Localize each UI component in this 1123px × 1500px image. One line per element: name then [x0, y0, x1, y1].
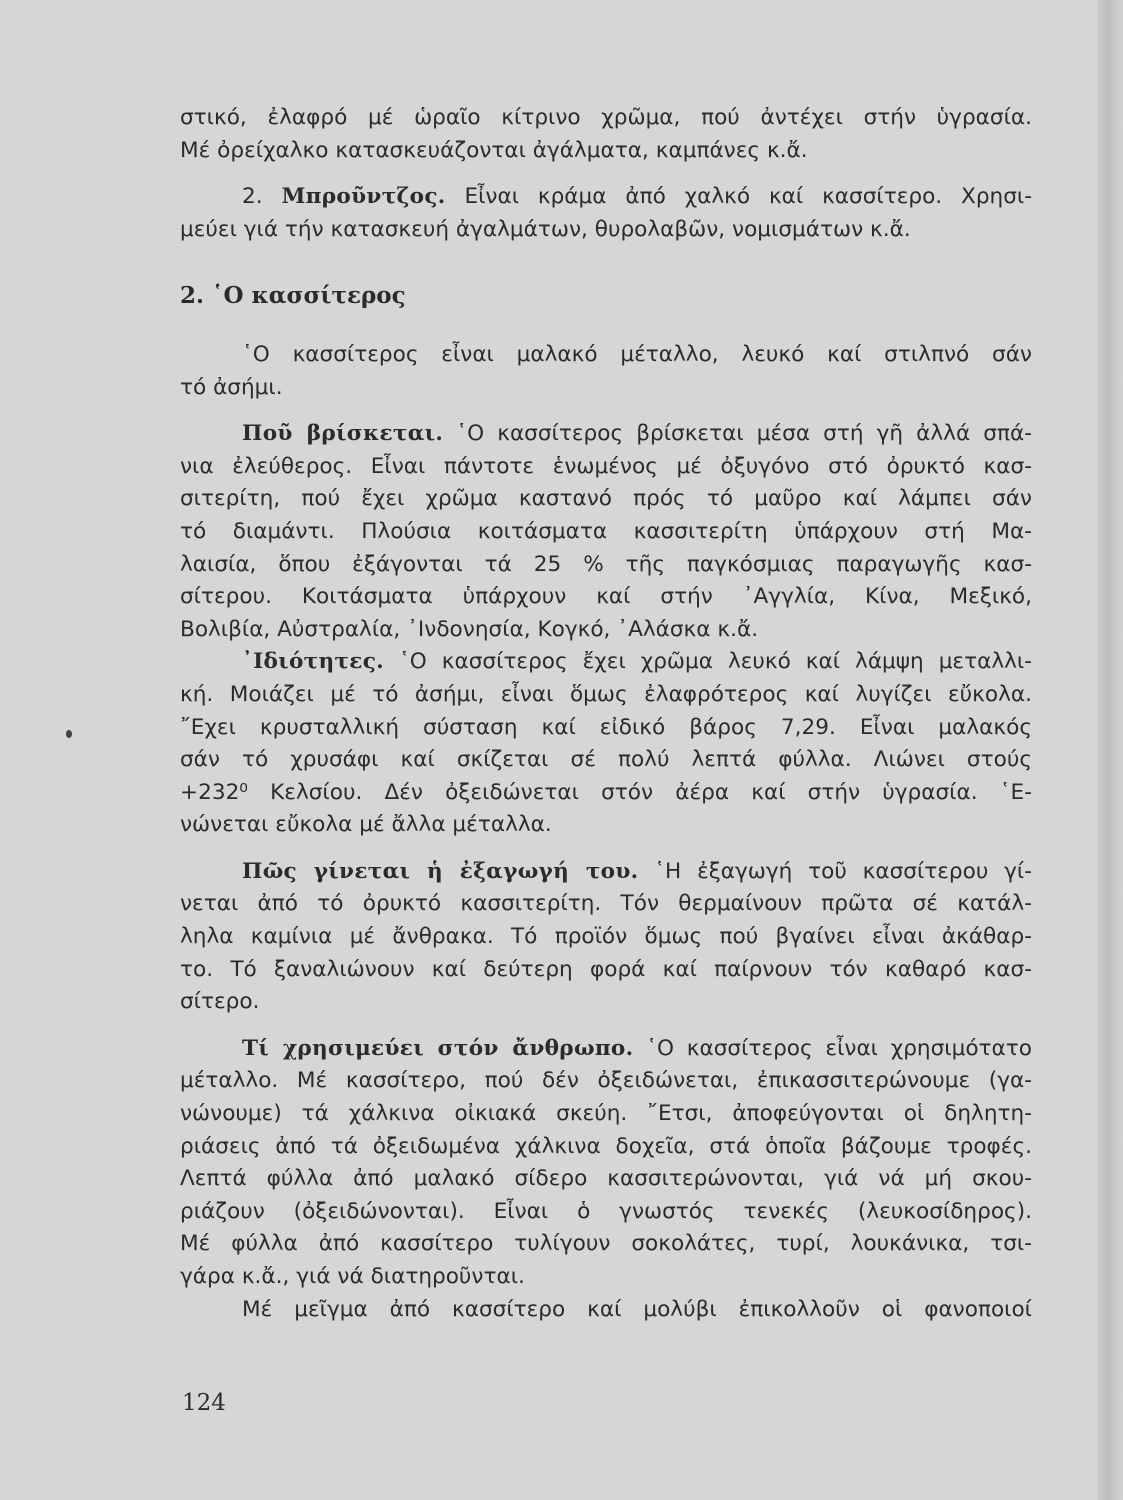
text-line: ῎Εχει κρυσταλλική σύσταση καί εἰδικό βάρος 7,29. Εἶναι μαλακός — [180, 714, 1032, 740]
paragraph-uses — [180, 1033, 1032, 1294]
paragraph-intro — [180, 339, 1032, 404]
text-line: ληλα καμίνια μέ ἄνθρακα. Τό προϊόν ὅμως πού βγαίνει εἶναι ἀκάθαρ- — [180, 924, 1032, 950]
text-line: τό διαμάντι. Πλούσια κοιτάσματα κασσιτερίτη ὑπάρχουν στή Μα- — [180, 518, 1032, 544]
text-line: κή. Μοιάζει μέ τό ἀσήμι, εἶναι ὅμως ἐλαφρότερος καί λυγίζει εὔκολα. — [180, 681, 1032, 707]
text-line: λαισία, ὅπου ἐξάγονται τά 25 % τῆς παγκόσμιας παραγωγῆς κασ- — [180, 551, 1032, 577]
text-line: ριάσεις ἀπό τά ὀξειδωμένα χάλκινα δοχεῖα, στά ὁποῖα βάζουμε τροφές. — [180, 1133, 1032, 1159]
paragraph-where-found — [180, 418, 1032, 646]
text-line: σάν τό χρυσάφι καί σκίζεται σέ πολύ λεπτά φύλλα. Λιώνει στούς — [180, 747, 1032, 773]
text-fragment: ῾Η ἐξαγωγή τοῦ κασσίτερου γί- — [638, 858, 1032, 884]
text-line: Μέ μεῖγμα ἀπό κασσίτερο καί μολύβι ἐπικολλοῦν οἱ φανοποιοί — [242, 1296, 1032, 1322]
text-line: το. Τό ξαναλιώνουν καί δεύτερη φορά καί παίρνουν τόν καθαρό κασ- — [180, 956, 1032, 982]
text-line — [180, 856, 1032, 889]
text-line: Λεπτά φύλλα ἀπό μαλακό σίδερο κασσιτερώνονται, γιά νά μή σκου- — [180, 1166, 1032, 1192]
paragraph-properties — [180, 646, 1032, 842]
text-fragment: Εἶναι κράμα ἀπό χαλκό καί κασσίτερο. Χρησι- — [445, 184, 1032, 210]
text-line: Μέ ὀρείχαλκο κατασκευάζονται ἀγάλματα, καμπάνες κ.ἄ. — [180, 137, 808, 163]
term-bronze: Μπροῦντζος. — [281, 184, 446, 210]
text-line: νια ἐλεύθερος. Εἶναι πάντοτε ἑνωμένος μέ ὀξυγόνο στό ὀρυκτό κασ- — [180, 453, 1032, 479]
text-line: στικό, ἐλαφρό μέ ὡραῖο κίτρινο χρῶμα, πού ἀντέχει στήν ὑγρασία. — [180, 105, 1032, 130]
text-line: νώνεται εὔκολα μέ ἄλλα μέταλλα. — [180, 812, 552, 838]
paragraph-bronze — [180, 181, 1032, 246]
term-where-found: Ποῦ βρίσκεται. — [242, 421, 444, 447]
text-line — [180, 1033, 1032, 1066]
section-heading: 2. ῾Ο κασσίτερος — [180, 282, 406, 310]
paragraph-brass-end — [180, 102, 1032, 167]
text-line: νεται ἀπό τό ὀρυκτό κασσιτερίτη. Τόν θερμαίνουν πρῶτα σέ κατάλ- — [180, 891, 1032, 917]
text-line: σίτερο. — [180, 989, 260, 1015]
text-line: +232⁰ Κελσίου. Δέν ὀξειδώνεται στόν ἀέρα καί στήν ὑγρασία. ῾Ε- — [180, 779, 1032, 805]
page-number: 124 — [182, 1390, 226, 1416]
text-line: σιτερίτη, πού ἔχει χρῶμα καστανό πρός τό μαῦρο καί λάμπει σάν — [180, 486, 1032, 512]
margin-speck — [66, 730, 72, 738]
text-fragment: ῾Ο κασσίτερος βρίσκεται μέσα στή γῆ ἀλλά σπά- — [443, 421, 1033, 447]
text-line: ριάζουν (ὀξειδώνονται). Εἶναι ὁ γνωστός τενεκές (λευκοσίδηρος). — [180, 1198, 1032, 1224]
page-edge-shadow — [1097, 0, 1123, 1500]
text-line: Μέ φύλλα ἀπό κασσίτερο τυλίγουν σοκολάτες, τυρί, λουκάνικα, τσι- — [180, 1231, 1032, 1257]
text-line: τό ἀσήμι. — [180, 374, 283, 400]
term-properties: ᾿Ιδιότητες. — [242, 649, 385, 675]
text-line: γάρα κ.ἄ., γιά νά διατηροῦνται. — [180, 1264, 525, 1289]
paragraph-extraction — [180, 856, 1032, 1019]
text-line: Βολιβία, Αὐστραλία, ᾿Ινδονησία, Κογκό, ᾿Αλάσκα κ.ἄ. — [180, 616, 759, 642]
term-uses: Τί χρησιμεύει στόν ἄνθρωπο. — [242, 1035, 634, 1061]
text-line: μέταλλο. Μέ κασσίτερο, πού δέν ὀξειδώνεται, ἐπικασσιτερώνουμε (γα- — [180, 1068, 1032, 1094]
paragraph-soldering — [180, 1294, 1032, 1327]
term-extraction: Πῶς γίνεται ἡ ἐξαγωγή του. — [242, 858, 639, 884]
text-line: μεύει γιά τήν κατασκευή ἀγαλμάτων, θυρολαβῶν, νομισμάτων κ.ἄ. — [180, 216, 911, 242]
text-line: ῾Ο κασσίτερος εἶναι μαλακό μέταλλο, λευκό καί στιλπνό σάν — [242, 341, 1032, 367]
text-line — [180, 646, 1032, 679]
text-line: σίτερου. Κοιτάσματα ὑπάρχουν καί στήν ᾿Αγγλία, Κίνα, Μεξικό, — [180, 584, 1032, 610]
text-line: νώνουμε) τά χάλκινα οἰκιακά σκεύη. ῎Ετσι, ἀποφεύγονται οἱ δηλητη- — [180, 1101, 1032, 1127]
text-line: 2. Μπροῦντζος. Εἶναι κράμα ἀπό χαλκό καί κασσίτερο. Χρησι- — [242, 184, 1032, 210]
text-line — [180, 418, 1032, 451]
text-fragment: ῾Ο κασσίτερος ἔχει χρῶμα λευκό καί λάμψη μεταλλι- — [384, 649, 1032, 675]
text-fragment: ῾Ο κασσίτερος εἶναι χρησιμότατο — [633, 1035, 1032, 1061]
page-body — [180, 102, 1032, 1326]
